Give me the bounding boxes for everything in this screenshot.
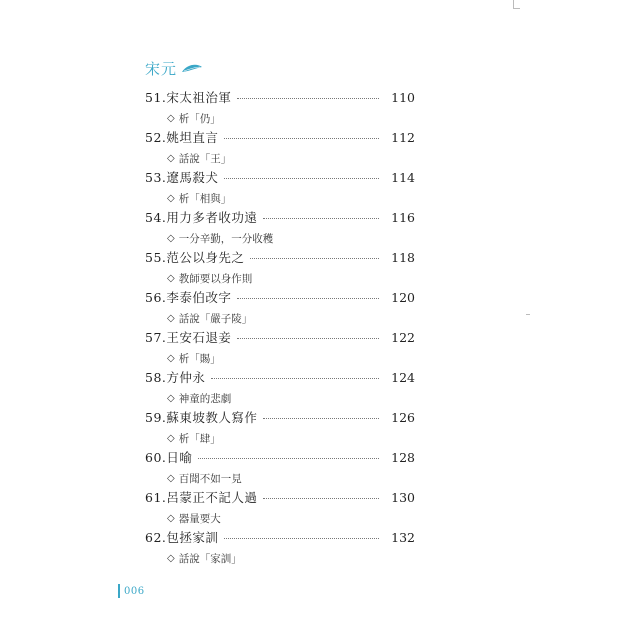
toc-entry[interactable]: [145, 248, 415, 288]
toc-entry-page: 124: [391, 370, 415, 385]
toc-entry-title: 56.李泰伯改字: [145, 290, 232, 305]
toc-subentry: [145, 468, 415, 488]
toc-entry[interactable]: [145, 448, 415, 488]
toc-subentry-text: 教師要以身作則: [178, 272, 253, 285]
toc-subentry: [145, 428, 415, 448]
toc-subentry-text: 析「肆」: [178, 432, 221, 445]
toc-subentry: [145, 268, 415, 288]
toc-subentry: [145, 228, 415, 248]
toc-entry-page: 118: [391, 250, 415, 265]
dot-leader: [211, 377, 379, 379]
toc-subentry-text: 話說「嚴子陵」: [178, 312, 253, 325]
toc-entry-page: 132: [391, 530, 415, 545]
toc-subentry: [145, 388, 415, 408]
toc-entry-row: [145, 168, 415, 188]
diamond-bullet-icon: ◇: [167, 432, 175, 444]
toc-entry-page: 116: [391, 210, 415, 225]
toc-subentry: [145, 108, 415, 128]
diamond-bullet-icon: ◇: [167, 152, 175, 164]
toc-subentry-text: 析「仍」: [178, 112, 221, 125]
toc-subentry-text: 話說「家訓」: [178, 552, 242, 565]
toc-subentry-text: 一分辛勤，一分收穫: [178, 232, 274, 245]
toc-entry-title: 58.方仲永: [145, 370, 206, 385]
toc-entry-page: 130: [391, 490, 415, 505]
toc-subentry-text: 百聞不如一見: [178, 472, 242, 485]
toc-entry[interactable]: [145, 528, 415, 568]
toc-entry-page: 128: [391, 450, 415, 465]
diamond-bullet-icon: ◇: [167, 112, 175, 124]
toc-entry-page: 114: [391, 170, 415, 185]
toc-subentry-text: 器量要大: [178, 512, 221, 525]
dot-leader: [263, 497, 379, 499]
toc-entry-page: 112: [391, 130, 415, 145]
toc-entry-row: [145, 528, 415, 548]
toc-entry-row: [145, 208, 415, 228]
diamond-bullet-icon: ◇: [167, 312, 175, 324]
diamond-bullet-icon: ◇: [167, 552, 175, 564]
toc-entry[interactable]: [145, 288, 415, 328]
dot-leader: [263, 417, 379, 419]
table-of-contents: [145, 88, 415, 568]
toc-subentry: [145, 148, 415, 168]
toc-entry[interactable]: [145, 88, 415, 128]
dot-leader: [198, 457, 379, 459]
toc-subentry: [145, 188, 415, 208]
footer-accent-bar: [118, 584, 120, 598]
toc-entry-title: 59.蘇東坡教人寫作: [145, 410, 258, 425]
toc-entry-title: 62.包拯家訓: [145, 530, 219, 545]
toc-entry-title: 61.呂蒙正不記人過: [145, 490, 258, 505]
section-header: [145, 58, 203, 79]
diamond-bullet-icon: ◇: [167, 232, 175, 244]
toc-entry-row: [145, 288, 415, 308]
toc-entry[interactable]: [145, 368, 415, 408]
toc-subentry: [145, 348, 415, 368]
toc-subentry: [145, 508, 415, 528]
toc-entry-row: [145, 88, 415, 108]
dot-leader: [224, 137, 379, 139]
toc-entry-row: [145, 368, 415, 388]
toc-entry-row: [145, 128, 415, 148]
toc-subentry: [145, 548, 415, 568]
dot-leader: [224, 537, 379, 539]
toc-entry[interactable]: [145, 208, 415, 248]
dot-leader: [250, 257, 379, 259]
dot-leader: [263, 217, 379, 219]
diamond-bullet-icon: ◇: [167, 512, 175, 524]
toc-entry-page: 120: [391, 290, 415, 305]
page-footer: [118, 584, 145, 598]
diamond-bullet-icon: ◇: [167, 192, 175, 204]
toc-entry[interactable]: [145, 128, 415, 168]
toc-entry-page: 110: [391, 90, 415, 105]
toc-entry-title: 51.宋太祖治軍: [145, 90, 232, 105]
dot-leader: [224, 177, 379, 179]
toc-subentry-text: 神童的悲劇: [178, 392, 232, 405]
diamond-bullet-icon: ◇: [167, 472, 175, 484]
toc-entry[interactable]: [145, 488, 415, 528]
toc-entry-title: 55.范公以身先之: [145, 250, 245, 265]
toc-entry-title: 52.姚坦直言: [145, 130, 219, 145]
page-number: 006: [124, 585, 145, 597]
toc-entry-row: [145, 448, 415, 468]
toc-entry-title: 54.用力多者收功遠: [145, 210, 258, 225]
toc-entry-title: 57.王安石退妾: [145, 330, 232, 345]
leaf-icon: [181, 63, 203, 75]
toc-entry-row: [145, 328, 415, 348]
crop-mark: [513, 0, 520, 9]
diamond-bullet-icon: ◇: [167, 272, 175, 284]
toc-entry-title: 60.日喻: [145, 450, 193, 465]
diamond-bullet-icon: ◇: [167, 392, 175, 404]
dot-leader: [237, 337, 379, 339]
toc-entry-page: 122: [391, 330, 415, 345]
dot-leader: [237, 297, 379, 299]
dot-leader: [237, 97, 379, 99]
margin-tick: [526, 314, 530, 315]
toc-subentry: [145, 308, 415, 328]
toc-subentry-text: 話說「王」: [178, 152, 232, 165]
section-title: 宋元: [145, 60, 178, 78]
toc-subentry-text: 析「相與」: [178, 192, 232, 205]
toc-subentry-text: 析「賜」: [178, 352, 221, 365]
toc-entry-row: [145, 408, 415, 428]
toc-entry[interactable]: [145, 408, 415, 448]
diamond-bullet-icon: ◇: [167, 352, 175, 364]
toc-entry-row: [145, 248, 415, 268]
toc-entry[interactable]: [145, 328, 415, 368]
toc-entry-page: 126: [391, 410, 415, 425]
toc-entry[interactable]: [145, 168, 415, 208]
toc-entry-title: 53.遼馬殺犬: [145, 170, 219, 185]
toc-entry-row: [145, 488, 415, 508]
